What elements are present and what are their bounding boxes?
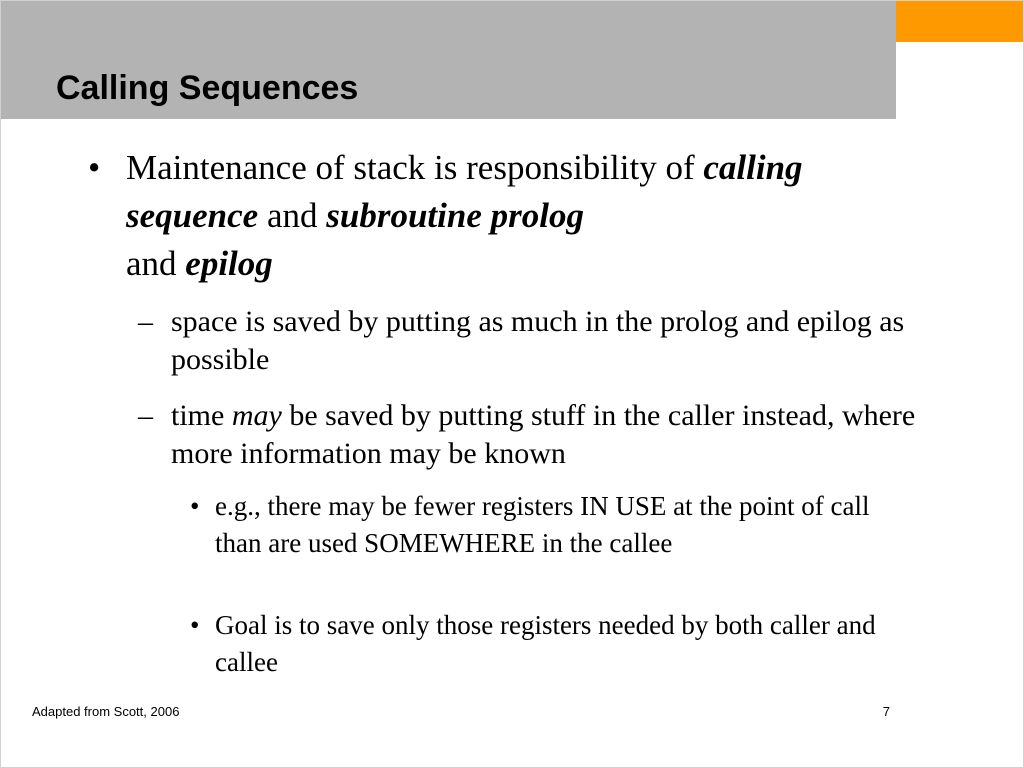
bullet-text-part: and [258,196,327,235]
sub-bullet-text: space is saved by putting as much in the prolog and epilog as possible [171,305,905,376]
emphasis-may: may [231,399,282,432]
bullet-marker: • [190,491,200,521]
sub-bullet-text-part: time [171,399,232,432]
sub-bullet-text-part: be saved by putting stuff in the caller instead, where more information may be known [171,399,916,470]
subsub-bullet-registers [190,488,890,562]
slide-title: Calling Sequences [56,69,359,107]
footer-page-number: 7 [882,704,890,719]
bullet-marker: • [88,148,101,187]
accent-block [896,0,1024,42]
dash-marker: – [138,305,153,338]
bullet-text-part: Maintenance of stack is responsibility of [126,148,704,187]
bullet-marker: • [190,610,200,640]
subsub-bullet-text: e.g., there may be fewer registers IN USE at the point of call than are used SOMEWHERE in the callee [215,491,870,558]
subsub-bullet-goal [190,607,890,681]
emphasis-calling-sequence: calling sequence [126,148,803,235]
sub-bullet-space [138,303,938,379]
bullet-text-part: and [126,244,186,283]
sub-bullet-time [138,397,938,473]
sub-bullet-text [171,397,938,473]
bullet-text [126,144,878,288]
emphasis-subroutine-prolog: subroutine prolog [326,196,584,235]
subsub-bullet-text: Goal is to save only those registers needed by both caller and callee [215,610,876,677]
emphasis-epilog: epilog [185,244,273,283]
bullet-level1 [88,144,878,288]
footer-credit: Adapted from Scott, 2006 [32,704,180,719]
dash-marker: – [138,399,153,432]
